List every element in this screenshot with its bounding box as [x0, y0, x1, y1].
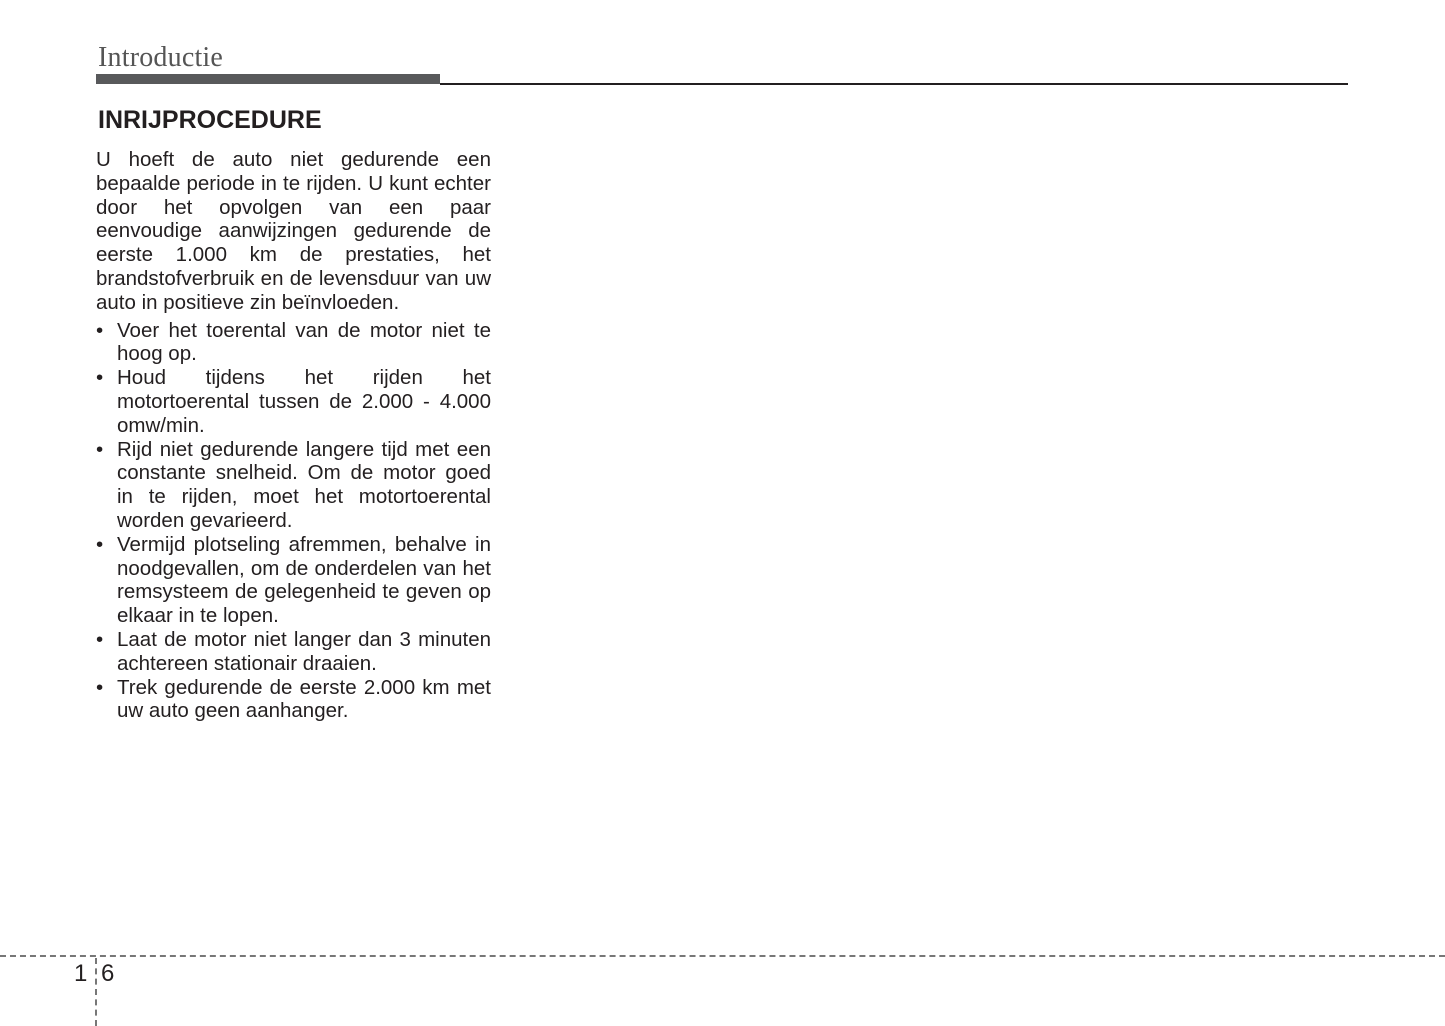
list-item-text: Trek gedurende de eerste 2.000 km met uw auto geen aanhanger.: [117, 675, 491, 723]
list-item-text: Vermijd plotseling afremmen, behalve in noodgevallen, om de onderdelen van het remsysteem de gelegenheid te geven op elkaar in te lopen.: [117, 532, 491, 628]
footer-rule: [0, 955, 1445, 957]
footer-divider: [95, 958, 97, 1026]
list-item-text: Houd tijdens het rijden het motortoerental tussen de 2.000 - 4.000 omw/min.: [117, 366, 491, 437]
instruction-list: [96, 319, 491, 724]
page-chapter-number: 1: [74, 960, 88, 987]
header-accent-bar: [96, 74, 440, 84]
bullet-icon: •: [96, 437, 104, 461]
list-item-text: Rijd niet gedurende langere tijd met een constante snelheid. Om de motor goed in te rijden, moet het motortoerental worden gevarieerd.: [117, 437, 491, 532]
list-item: [96, 438, 491, 533]
header-rule: [440, 83, 1348, 85]
bullet-icon: •: [96, 627, 104, 651]
list-item: [96, 533, 491, 628]
bullet-icon: •: [96, 675, 104, 699]
bullet-icon: •: [96, 532, 104, 556]
list-item: [96, 319, 491, 367]
list-item: [96, 366, 491, 437]
bullet-icon: •: [96, 366, 104, 390]
intro-paragraph: U hoeft de auto niet gedurende een bepaalde periode in te rijden. U kunt echter door het opvolgen van een paar eenvoudige aanwijzingen gedurende de eerste 1.000 km de prestaties, het brandstofverbruik en de levensduur van uw auto in positieve zin beïnvloeden.: [96, 148, 491, 314]
bullet-icon: •: [96, 318, 104, 342]
section-content: [96, 148, 491, 723]
chapter-title: Introductie: [98, 42, 224, 73]
section-heading: INRIJPROCEDURE: [98, 106, 322, 134]
list-item-text: Laat de motor niet langer dan 3 minuten achtereen stationair draaien.: [117, 627, 491, 675]
list-item: [96, 628, 491, 676]
list-item: [96, 676, 491, 724]
list-item-text: Voer het toerental van de motor niet te hoog op.: [117, 318, 491, 366]
page-number: 6: [101, 960, 115, 987]
